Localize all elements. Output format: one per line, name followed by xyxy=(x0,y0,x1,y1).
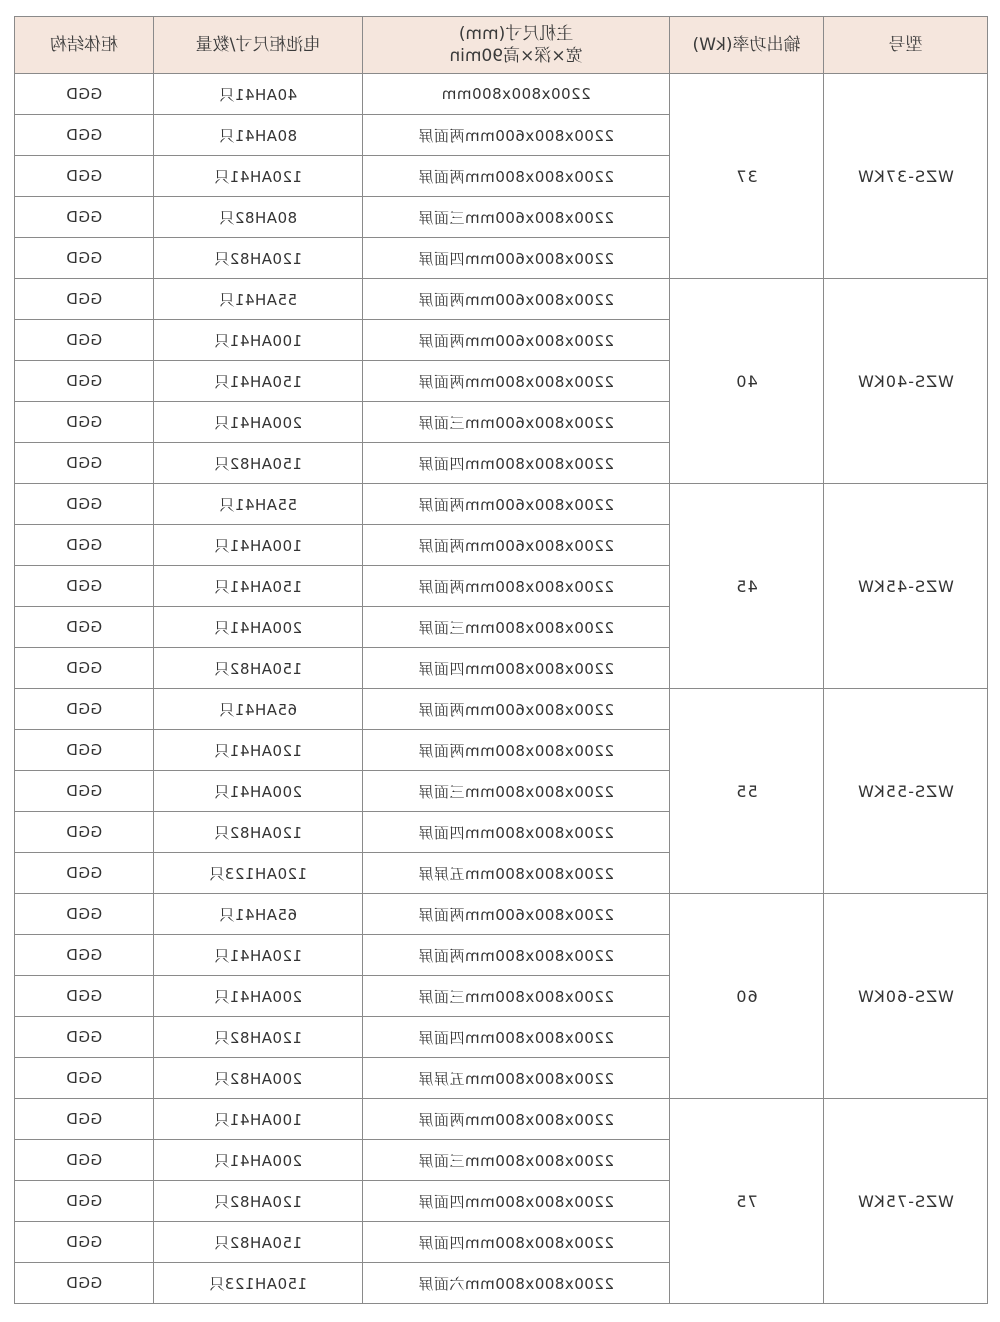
size-cell: 2200x800x800mm五屏屏 xyxy=(363,853,670,894)
cabinet-cell: GGD xyxy=(15,648,154,689)
size-cell: 2200x800x800mm xyxy=(363,74,670,115)
cabinet-cell: GGD xyxy=(15,74,154,115)
battery-cell: 150AH82只 xyxy=(154,443,363,484)
header-row xyxy=(15,17,988,74)
battery-cell: 200AH41只 xyxy=(154,976,363,1017)
size-cell: 2200x800x600mm两面屏 xyxy=(363,525,670,566)
battery-cell: 65AH41只 xyxy=(154,689,363,730)
battery-cell: 150AH41只 xyxy=(154,566,363,607)
cabinet-cell: GGD xyxy=(15,730,154,771)
battery-cell: 40AH41只 xyxy=(154,74,363,115)
header-cabinet: 柜体结构 xyxy=(15,17,154,74)
cabinet-cell: GGD xyxy=(15,279,154,320)
cabinet-cell: GGD xyxy=(15,197,154,238)
cabinet-cell: GGD xyxy=(15,320,154,361)
cabinet-cell: GGD xyxy=(15,853,154,894)
power-cell: 75 xyxy=(670,1099,824,1304)
size-cell: 2200x800x600mm两面屏 xyxy=(363,484,670,525)
battery-cell: 150AH41只 xyxy=(154,361,363,402)
size-cell: 2200x800x800mm四面屏 xyxy=(363,1181,670,1222)
battery-cell: 200AH41只 xyxy=(154,771,363,812)
power-cell: 55 xyxy=(670,689,824,894)
size-cell: 2200x800x800mm两面屏 xyxy=(363,566,670,607)
size-cell: 2200x800x600mm三面屏 xyxy=(363,402,670,443)
battery-cell: 100AH41只 xyxy=(154,320,363,361)
battery-cell: 65AH41只 xyxy=(154,894,363,935)
size-cell: 2200x800x800mm三面屏 xyxy=(363,771,670,812)
size-cell: 2200x800x800mm两面屏 xyxy=(363,156,670,197)
cabinet-cell: GGD xyxy=(15,402,154,443)
battery-cell: 200AH41只 xyxy=(154,1140,363,1181)
cabinet-cell: GGD xyxy=(15,935,154,976)
model-cell: WZS-55KW xyxy=(824,689,988,894)
cabinet-cell: GGD xyxy=(15,894,154,935)
model-cell: WZS-75KW xyxy=(824,1099,988,1304)
size-cell: 2200x800x800mm六面屏 xyxy=(363,1263,670,1304)
size-cell: 2200x800x600mm两面屏 xyxy=(363,115,670,156)
cabinet-cell: GGD xyxy=(15,566,154,607)
battery-cell: 55AH41只 xyxy=(154,484,363,525)
battery-cell: 80AH82只 xyxy=(154,197,363,238)
table-row xyxy=(15,1099,988,1140)
size-cell: 2200x800x800mm两面屏 xyxy=(363,1099,670,1140)
table-header xyxy=(15,17,988,74)
table-row xyxy=(15,279,988,320)
size-cell: 2200x800x800mm三面屏 xyxy=(363,976,670,1017)
cabinet-cell: GGD xyxy=(15,976,154,1017)
cabinet-cell: GGD xyxy=(15,1099,154,1140)
battery-cell: 120AH82只 xyxy=(154,1181,363,1222)
model-cell: WZS-40KW xyxy=(824,279,988,484)
battery-cell: 100AH41只 xyxy=(154,1099,363,1140)
battery-cell: 120AH41只 xyxy=(154,730,363,771)
cabinet-cell: GGD xyxy=(15,1017,154,1058)
table-body xyxy=(15,74,988,1304)
cabinet-cell: GGD xyxy=(15,1222,154,1263)
table-row xyxy=(15,894,988,935)
size-cell: 2200x800x800mm三面屏 xyxy=(363,607,670,648)
cabinet-cell: GGD xyxy=(15,525,154,566)
battery-cell: 150AH82只 xyxy=(154,1222,363,1263)
battery-cell: 150AH123只 xyxy=(154,1263,363,1304)
cabinet-cell: GGD xyxy=(15,812,154,853)
cabinet-cell: GGD xyxy=(15,238,154,279)
size-cell: 2200x800x600mm三面屏 xyxy=(363,197,670,238)
size-cell: 2200x800x600mm两面屏 xyxy=(363,689,670,730)
battery-cell: 200AH41只 xyxy=(154,607,363,648)
size-cell: 2200x800x800mm两面屏 xyxy=(363,730,670,771)
battery-cell: 120AH82只 xyxy=(154,238,363,279)
cabinet-cell: GGD xyxy=(15,115,154,156)
battery-cell: 80AH41只 xyxy=(154,115,363,156)
power-cell: 60 xyxy=(670,894,824,1099)
cabinet-cell: GGD xyxy=(15,771,154,812)
cabinet-cell: GGD xyxy=(15,607,154,648)
cabinet-cell: GGD xyxy=(15,361,154,402)
size-cell: 2200x800x800mm四面屏 xyxy=(363,648,670,689)
cabinet-cell: GGD xyxy=(15,1181,154,1222)
battery-cell: 150AH82只 xyxy=(154,648,363,689)
model-cell: WZS-60KW xyxy=(824,894,988,1099)
table-row xyxy=(15,74,988,115)
battery-cell: 120AH82只 xyxy=(154,812,363,853)
battery-cell: 120AH41只 xyxy=(154,935,363,976)
model-cell: WZS-37KW xyxy=(824,74,988,279)
size-cell: 2200x800x800mm五屏屏 xyxy=(363,1058,670,1099)
size-cell: 2200x800x800mm两面屏 xyxy=(363,361,670,402)
battery-cell: 120AH82只 xyxy=(154,1017,363,1058)
cabinet-cell: GGD xyxy=(15,689,154,730)
cabinet-cell: GGD xyxy=(15,484,154,525)
cabinet-cell: GGD xyxy=(15,443,154,484)
battery-cell: 120AH123只 xyxy=(154,853,363,894)
size-cell: 2200x800x800mm四面屏 xyxy=(363,1222,670,1263)
power-cell: 45 xyxy=(670,484,824,689)
battery-cell: 100AH41只 xyxy=(154,525,363,566)
size-cell: 2200x800x600mm两面屏 xyxy=(363,320,670,361)
size-cell: 2200x800x800mm两面屏 xyxy=(363,935,670,976)
size-cell: 2200x800x600mm两面屏 xyxy=(363,894,670,935)
cabinet-cell: GGD xyxy=(15,1058,154,1099)
size-cell: 2200x800x600mm两面屏 xyxy=(363,279,670,320)
size-cell: 2200x800x800mm四面屏 xyxy=(363,1017,670,1058)
table-row xyxy=(15,484,988,525)
header-size xyxy=(363,17,670,74)
header-model: 型号 xyxy=(824,17,988,74)
header-size-line2: 宽×深×高90min xyxy=(449,46,583,66)
header-battery: 电池柜尺寸/数量 xyxy=(154,17,363,74)
table-row xyxy=(15,689,988,730)
size-cell: 2200x800x800mm四面屏 xyxy=(363,443,670,484)
cabinet-cell: GGD xyxy=(15,1263,154,1304)
power-cell: 40 xyxy=(670,279,824,484)
size-cell: 2200x800x600mm四面屏 xyxy=(363,238,670,279)
battery-cell: 120AH41只 xyxy=(154,156,363,197)
size-cell: 2200x800x800mm四面屏 xyxy=(363,812,670,853)
battery-cell: 200AH41只 xyxy=(154,402,363,443)
size-cell: 2200x800x800mm三面屏 xyxy=(363,1140,670,1181)
cabinet-cell: GGD xyxy=(15,1140,154,1181)
cabinet-cell: GGD xyxy=(15,156,154,197)
header-power: 输出功率(kW) xyxy=(670,17,824,74)
power-cell: 37 xyxy=(670,74,824,279)
model-cell: WZS-45KW xyxy=(824,484,988,689)
battery-cell: 200AH82只 xyxy=(154,1058,363,1099)
battery-cell: 55AH41只 xyxy=(154,279,363,320)
spec-table xyxy=(14,16,988,1304)
header-size-line1: 主机尺寸(mm) xyxy=(458,24,574,44)
